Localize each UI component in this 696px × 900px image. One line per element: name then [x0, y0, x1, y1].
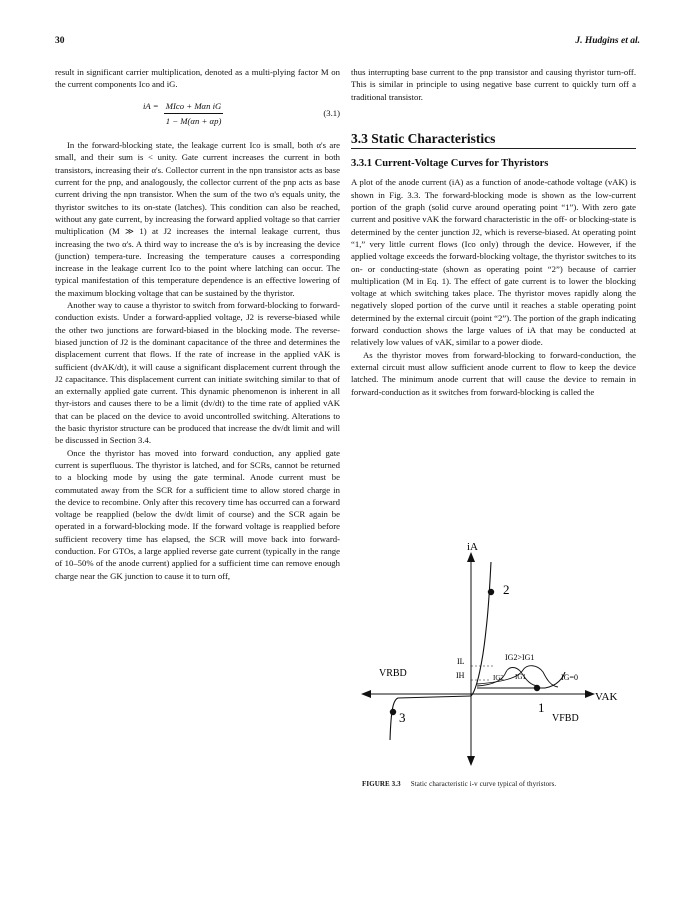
y-axis-arrow-up — [467, 552, 475, 562]
vfbd-label: VFBD — [552, 713, 579, 724]
body-paragraph: In the forward-blocking state, the leakage current Ico is small, both α's are small, and their sum is < unity. Gate current increases the current in both transistors, increasing their α's. Collector current in the npn transistor acts as base current for the pnp, and analogously, the collector current of the pnp acts as base current driving the npn transistor. When the sum of the two α's equals unity, the thyristor switches to its on-state (latches). This condition can also be reached, without any gate current, by increasing the forward applied voltage so that carrier multiplication (M ≫ 1) at J2 increases the internal leakage current, thus increasing the two α's. A third way to increase the α's is by increasing the device (junction) tempera-ture. Increasing the temperature causes a corresponding increase in the leakage current Ico to the point where latching can occur. The typical manifestation of this temperature dependence is an effective lowering of the maximum blocking voltage that can be sustained by the thyristor. — [55, 140, 340, 298]
ih-label: IH — [456, 671, 465, 680]
section-title: 3.3 Static Characteristics — [351, 130, 496, 146]
ig2-gt-ig1-label: IG2>IG1 — [505, 653, 535, 662]
x-axis-arrow-left — [361, 690, 371, 698]
point-2-label: 2 — [503, 582, 510, 597]
point-1-label: 1 — [538, 700, 545, 715]
operating-point-2 — [488, 589, 494, 595]
x-axis-label: VAK — [595, 691, 618, 703]
x-axis-arrow-right — [585, 690, 595, 698]
il-label: IL — [457, 657, 465, 666]
operating-point-3 — [390, 709, 396, 715]
page-number: 30 — [55, 36, 65, 46]
equation-lhs: iA = — [143, 100, 159, 111]
equation-numerator: MIco + Mαn iG — [164, 100, 224, 114]
right-column — [351, 66, 636, 398]
equation-denominator: 1 − M(αn + αp) — [165, 115, 222, 126]
ig0-label: IG=0 — [561, 673, 578, 682]
ig2-label: IG2 — [493, 674, 504, 682]
equation-3-1 — [143, 100, 340, 128]
body-paragraph: As the thyristor moves from forward-blocking to forward-conduction, the external circuit must allow sufficient anode current to flow to keep the device latched. The minimum anode current that will cause the device to remain in forward-conduction as it switches from forward-blocking is called the — [351, 349, 636, 397]
point-3-label: 3 — [399, 710, 406, 725]
y-axis-arrow-down — [467, 756, 475, 766]
vrbd-label: VRBD — [379, 668, 407, 679]
equation-fraction — [164, 100, 224, 128]
section-rule — [351, 148, 636, 149]
y-axis-label: iA — [467, 541, 478, 553]
body-paragraph: Another way to cause a thyristor to switch from forward-blocking to forward-conduction exists. Under a forward-applied voltage, J2 is reverse-biased while the other two junctions are forward-biased in the blocking mode. The reverse-biased junction of J2 is the dominant capacitance of the three and determines the displacement current that flows. If the rate of increase in the applied vAK is sufficient (dvAK/dt), it will cause a significant displacement current through the J2 capacitance. This displacement current can initiate switching similar to that of an externally applied gate current. This dynamic phenomenon is inherent in all thyr-istors and causes there to be a limit (dv/dt) to the time rate of applied vAK that can be placed on the device to avoid uncontrolled switching. Alterations to the basic thyristor structure can be produced that increase the dv/dt limit and will be discussed in Section 3.4. — [55, 300, 340, 446]
ig1-label: IG1 — [515, 673, 526, 681]
body-paragraph: A plot of the anode current (iA) as a function of anode-cathode voltage (vAK) is shown in Fig. 3.3. The forward-blocking mode is shown as the low-current portion of the graph (solid curve around operating point “1”). With zero gate current and positive vAK the forward characteristic in the off- or blocking-state is determined by the center junction J2, which is reverse-biased. At operating point “1,” very little current flows (Ico only) through the device. However, if the applied voltage exceeds the forward-blocking voltage, the thyristor switches to its on- or conducting-state (shown as operating point “2”) because of carrier multiplication (M in Eq. 1). The effect of gate current is to lower the blocking voltage at which switching takes place. The thyristor moves rapidly along the negatively sloped portion of the curve until it reaches a stable operating point determined by the external circuit (point “2”). The portion of the graph indicating forward conduction shows the large values of iA that may be conducted at relatively low values of vAK, similar to a power diode. — [351, 177, 636, 348]
operating-point-1 — [534, 685, 540, 691]
body-paragraph: Once the thyristor has moved into forward conduction, any applied gate current is superfluous. The thyristor is latched, and for SCRs, cannot be returned to a blocking mode by using the gate terminal. Anode current must be commutated away from the SCR for a sufficient time to allow stored charge in the device to recombine. Only after this recovery time has occurred can a forward voltage be reapplied (below the dv/dt limit of course) and the SCR again be operated in a forward-blocking mode. If the forward voltage is reapplied before sufficient recovery time has elapsed, the SCR will move back into forward-conduction. For GTOs, a large applied reverse gate current (typically in the range of 10–50% of the anode current) applied for a sufficient time can remove enough charge near the GK junction to cause it to turn off, — [55, 447, 340, 581]
continuation-paragraph: thus interrupting base current to the pnp transistor and causing thyristor turn-off. This is similar in principle to using negative base current to quickly turn off a traditional transistor. — [351, 67, 636, 102]
iv-curve-figure — [353, 540, 643, 772]
equation-number: (3.1) — [323, 108, 340, 119]
subsection-title: 3.3.1 Current-Voltage Curves for Thyristors — [351, 158, 549, 170]
forward-conduction-curve — [471, 562, 491, 696]
caption-text: Static characteristic i-v curve typical of thyristors. — [410, 780, 557, 788]
running-author: J. Hudgins et al. — [575, 36, 640, 46]
left-column — [55, 66, 340, 582]
intro-paragraph: result in significant carrier multiplication, denoted as a multi-plying factor M on the current components Ico and iG. — [55, 67, 340, 90]
figure-caption — [362, 780, 556, 788]
caption-label: FIGURE 3.3 — [362, 780, 401, 788]
